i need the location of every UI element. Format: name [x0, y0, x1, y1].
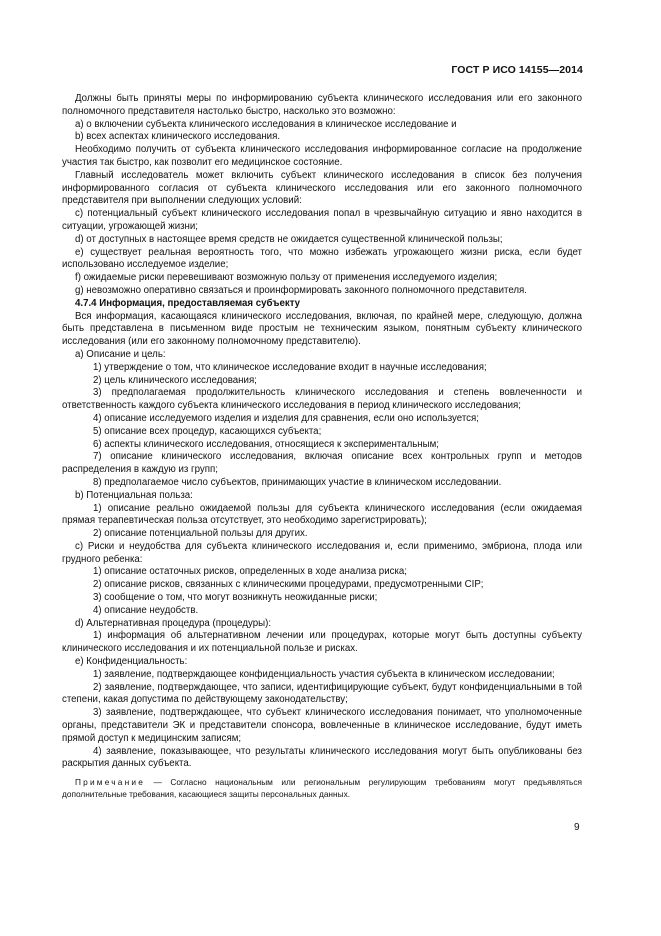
list-item: 1) описание реально ожидаемой пользы для субъекта клинического исследования (если ожидаемая прямая терапевтическая польза отсутствует, это необходимо зарегистрировать);	[62, 502, 582, 527]
list-item: 5) описание всех процедур, касающихся субъекта;	[93, 425, 322, 437]
list-item: 2) заявление, подтверждающее, что записи, идентифицирующие субъект, будут конфиденциальными в той степени, какая допустима по действующему законодательству;	[62, 681, 582, 706]
list-item: 1) утверждение о том, что клиническое исследование входит в научные исследования;	[93, 361, 487, 373]
list-item: 4) описание исследуемого изделия и изделия для сравнения, если оно используется;	[93, 412, 479, 424]
list-item: 2) цель клинического исследования;	[93, 374, 257, 386]
list-item: e) существует реальная вероятность того, что можно избежать угрожающего жизни риска, если будет использовано исследуемое изделие;	[62, 246, 582, 271]
list-item: c) Риски и неудобства для субъекта клинического исследования и, если применимо, эмбриона, плода или грудного ребенка:	[62, 540, 582, 565]
list-item: f) ожидаемые риски перевешивают возможную пользу от применения исследуемого изделия;	[75, 272, 498, 284]
list-item: d) Альтернативная процедура (процедуры):	[75, 617, 272, 629]
list-item: 1) заявление, подтверждающее конфиденциальность участия субъекта в клиническом исследовании;	[93, 668, 555, 680]
paragraph: Вся информация, касающаяся клинического исследования, включая, по крайней мере, следующую, должна быть представлена в письменном виде простым не техническим языком, понятным субъекту клинического исследования (или его законному полномочному представителю).	[62, 310, 582, 348]
list-item: d) от доступных в настоящее время средств не ожидается существенной клинической пользы;	[75, 233, 503, 245]
list-item: 7) описание клинического исследования, включая описание всех контрольных групп и методов распределения в каждую из групп;	[62, 451, 582, 476]
document-header: ГОСТ Р ИСО 14155—2014	[451, 64, 583, 76]
list-item: 2) описание потенциальной пользы для других.	[93, 528, 308, 540]
list-item: 6) аспекты клинического исследования, относящиеся к экспериментальным;	[93, 438, 439, 450]
list-item: b) Потенциальная польза:	[75, 489, 193, 501]
list-item: e) Конфиденциальность:	[75, 656, 188, 668]
note	[62, 777, 582, 800]
section-heading: 4.7.4 Информация, предоставляемая субъекту	[75, 297, 301, 309]
list-item: 2) описание рисков, связанных с клиническими процедурами, предусмотренными CIP;	[93, 579, 484, 591]
list-item: g) невозможно оперативно связаться и проинформировать законного полномочного представителя.	[75, 284, 527, 296]
paragraph: Должны быть приняты меры по информированию субъекта клинического исследования или его законного полномочного представителя настолько быстро, насколько это возможно:	[62, 93, 582, 117]
list-item: 4) описание неудобств.	[93, 604, 199, 616]
list-item: a) Описание и цель:	[75, 348, 166, 360]
list-item: 8) предполагаемое число субъектов, принимающих участие в клиническом исследовании.	[93, 476, 502, 488]
page-number: 9	[574, 822, 580, 833]
list-item: 1) описание остаточных рисков, определенных в ходе анализа риска;	[93, 566, 407, 578]
list-item: b) всех аспектах клинического исследования.	[75, 131, 281, 143]
list-item: 3) сообщение о том, что могут возникнуть неожиданные риски;	[93, 592, 378, 604]
paragraph: Необходимо получить от субъекта клинического исследования информированное согласие на продолжение участия так быстро, как позволит его медицинское состояние.	[62, 144, 582, 168]
list-item: a) о включении субъекта клинического исследования в клиническое исследование и	[75, 118, 457, 130]
document-body	[62, 93, 582, 800]
list-item: 3) заявление, подтверждающее, что субъект клинического исследования понимает, что уполномоченные органы, представители ЭК и представители спонсора, вовлеченные в клиническое исследование, будут иметь прямой доступ к медицинским записям;	[62, 707, 582, 744]
list-item: 3) предполагаемая продолжительность клинического исследования и степень вовлеченности и ответственность каждого субъекта клинического исследования в период клинического исследования;	[62, 387, 582, 412]
paragraph: Главный исследователь может включить субъект клинического исследования в список без получения информированного согласия от субъекта клинического исследования или его законного полномочного представителя при выполнении следующих условий:	[62, 169, 582, 207]
list-item: c) потенциальный субъект клинического исследования попал в чрезвычайную ситуацию и явно находится в ситуации, угрожающей жизни;	[62, 208, 582, 232]
note-label: Примечание	[75, 777, 146, 788]
list-item: 4) заявление, показывающее, что результаты клинического исследования могут быть опубликованы без раскрытия данных субъекта.	[62, 745, 582, 770]
list-item: 1) информация об альтернативном лечении или процедурах, которые могут быть доступны субъекту клинического исследования и их потенциальной пользе и рисках.	[62, 630, 582, 655]
note-text: — Согласно национальным или региональным регулирующим требованиям могут предъявляться дополнительные требования, касающиеся защиты персональных данных.	[62, 777, 582, 799]
